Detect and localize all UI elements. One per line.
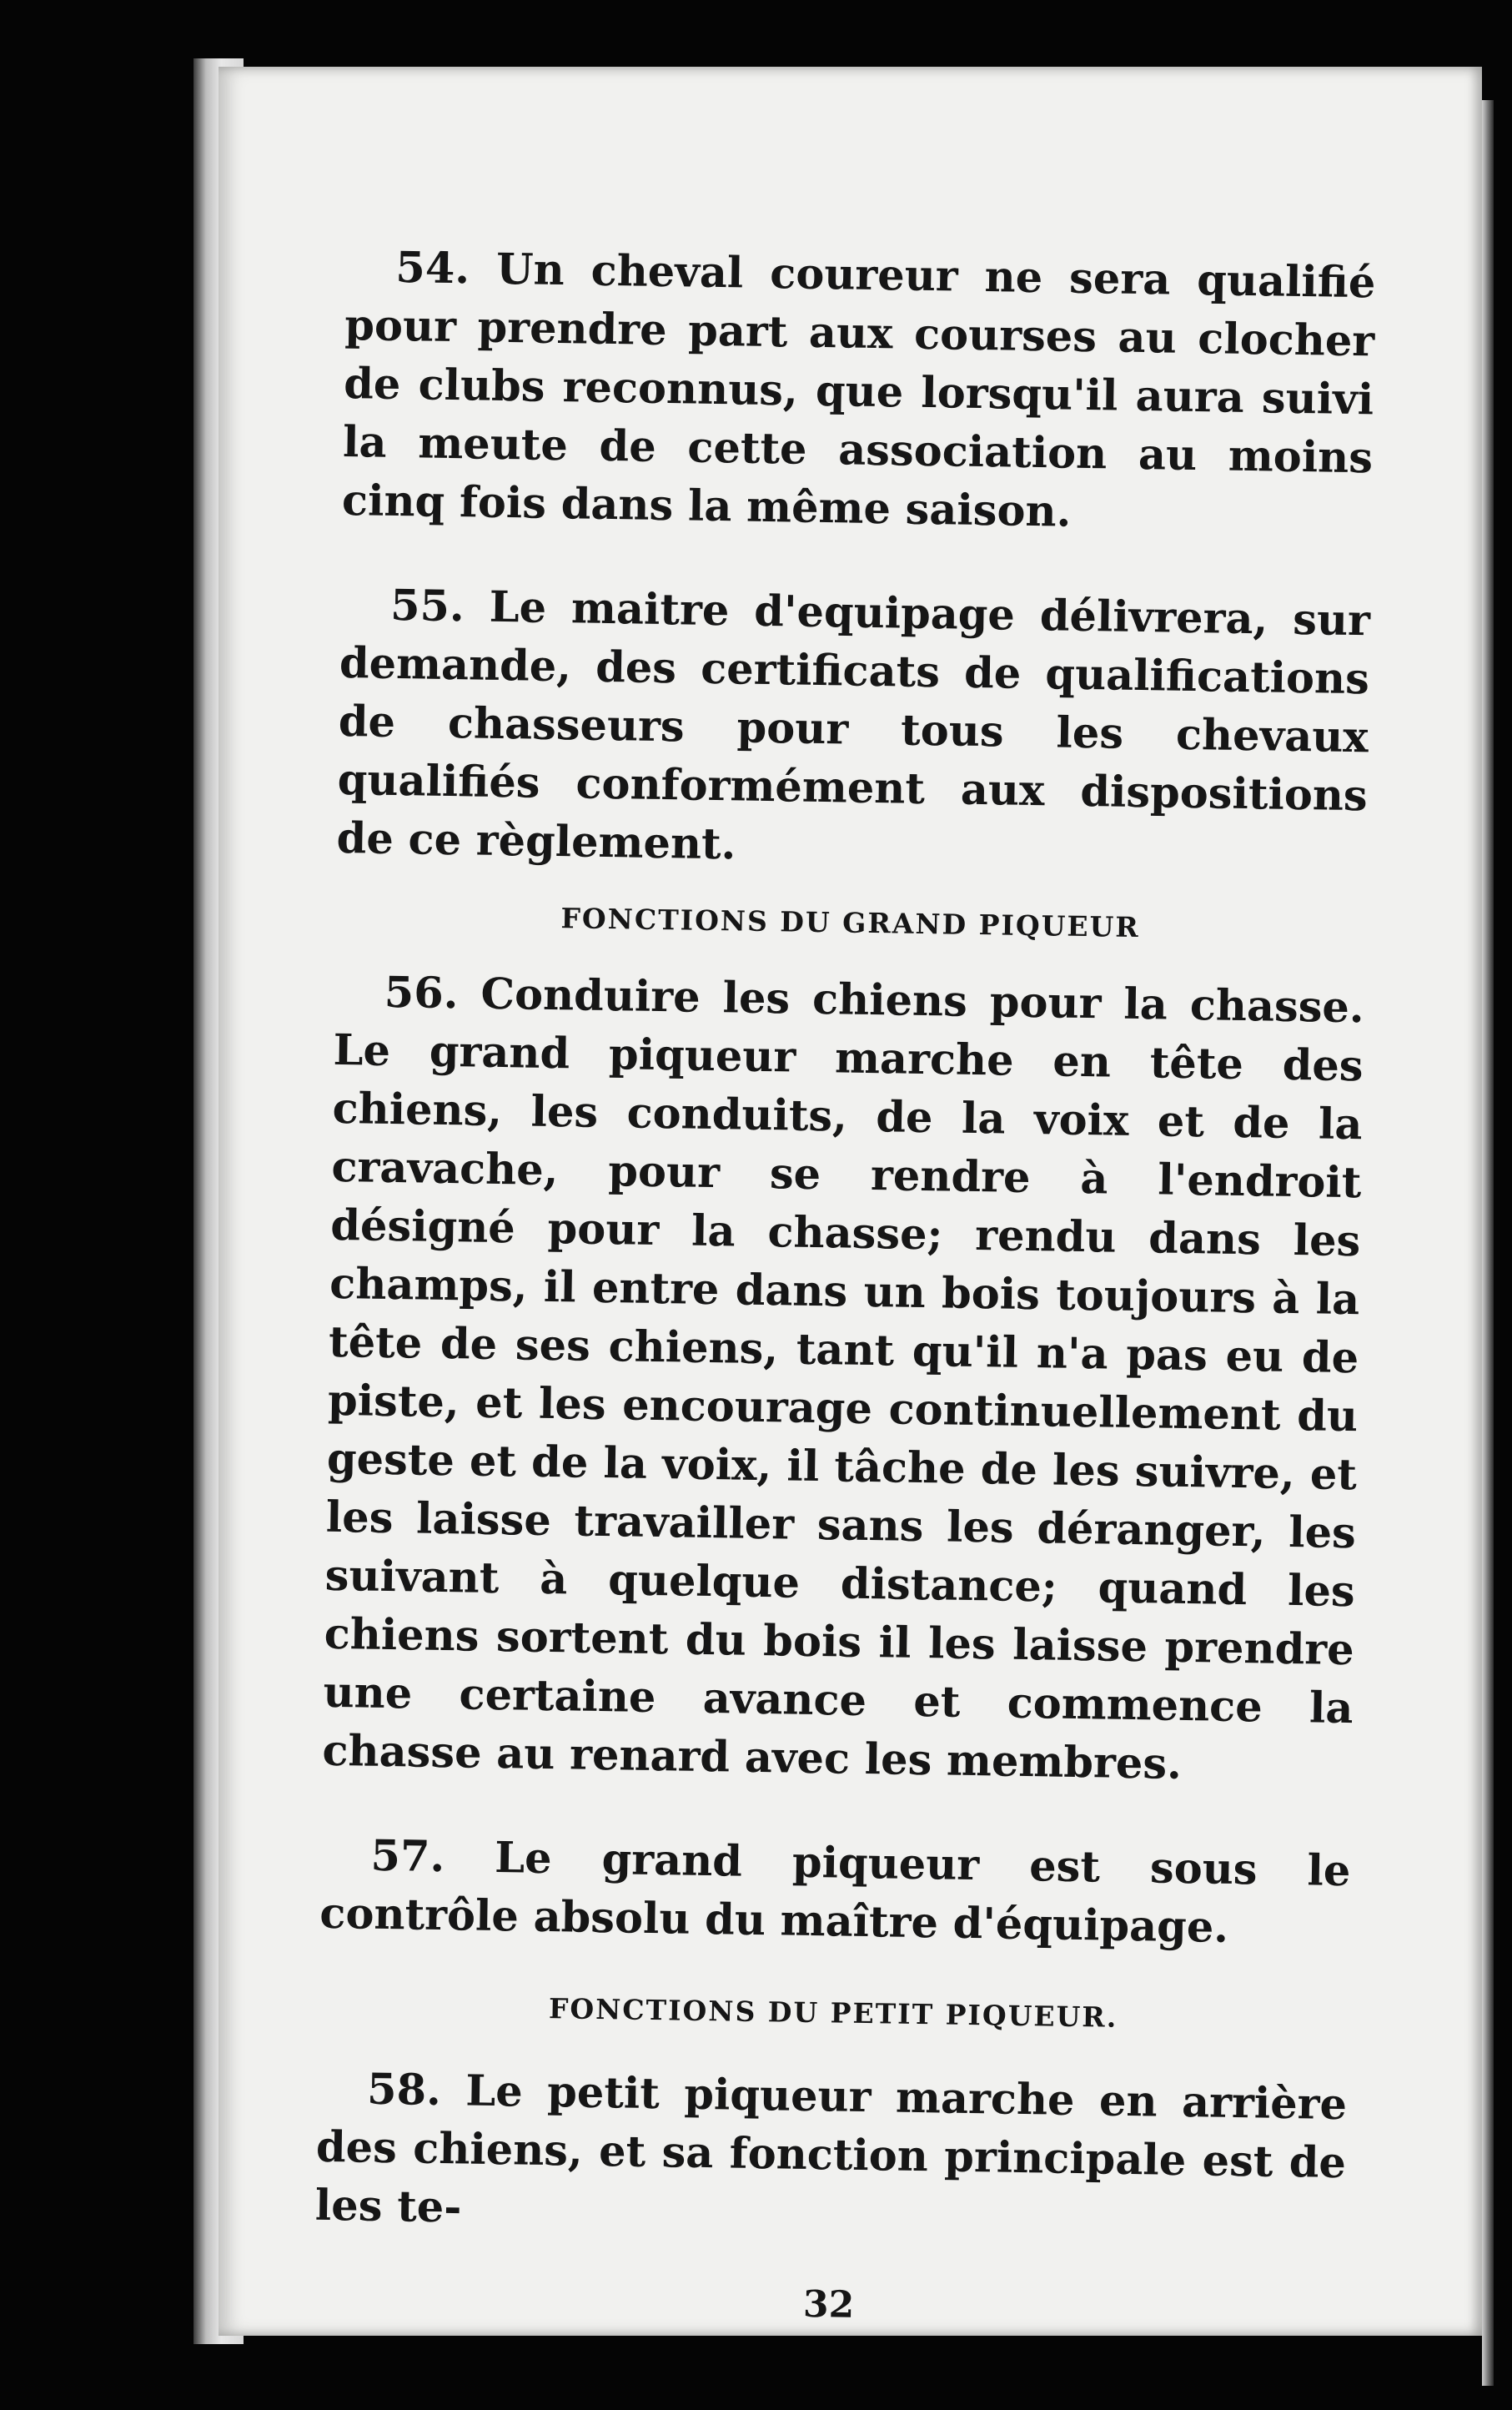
- paragraph-54: 54. Un cheval coureur ne sera qualifié pour prendre part aux courses au clocher de clubs reconnus, que lorsqu'il aura suivi la meute de cette association au moins cinq fois dans la même saison.: [341, 242, 1376, 537]
- page-number: 32: [802, 2282, 855, 2327]
- heading-petit-piqueur: FONCTIONS DU PETIT PIQUEUR.: [548, 1992, 1118, 2034]
- paragraph-58: 58. Le petit piqueur marche en arrière des chiens, et sa fonction principale est de les te-: [314, 2064, 1348, 2233]
- paragraph-56: 56. Conduire les chiens pour la chasse. Le grand piqueur marche en tête des chiens, les conduits, de la voix et de la cravache, pour se rendre à l'endroit désigné pour la chasse; rendu dans les champs, il entre dans un bois toujours à la tête de ses chiens, tant qu'il n'a pas eu de piste, et les encourage continuellement du geste et de la voix, il tâche de les suivre, et les laisse travailler sans les déranger, les suivant à quelque distance; quand les chiens sortent du bois il les laisse prendre une certaine avance et commence la chasse au renard avec les membres.: [322, 967, 1365, 1789]
- heading-grand-piqueur: FONCTIONS DU GRAND PIQUEUR: [560, 902, 1141, 944]
- page-right-edge: [1482, 100, 1494, 2386]
- paragraph-55: 55. Le maitre d'equipage délivrera, sur demande, des certificats de qualifications de chasseurs pour tous les chevaux qualifiés conformément aux dispositions de ce règlement.: [336, 580, 1371, 870]
- page-text-block: [314, 238, 1376, 2342]
- paragraph-57: 57. Le grand piqueur est sous le contrôle absolu du maître d'équipage.: [319, 1830, 1351, 1953]
